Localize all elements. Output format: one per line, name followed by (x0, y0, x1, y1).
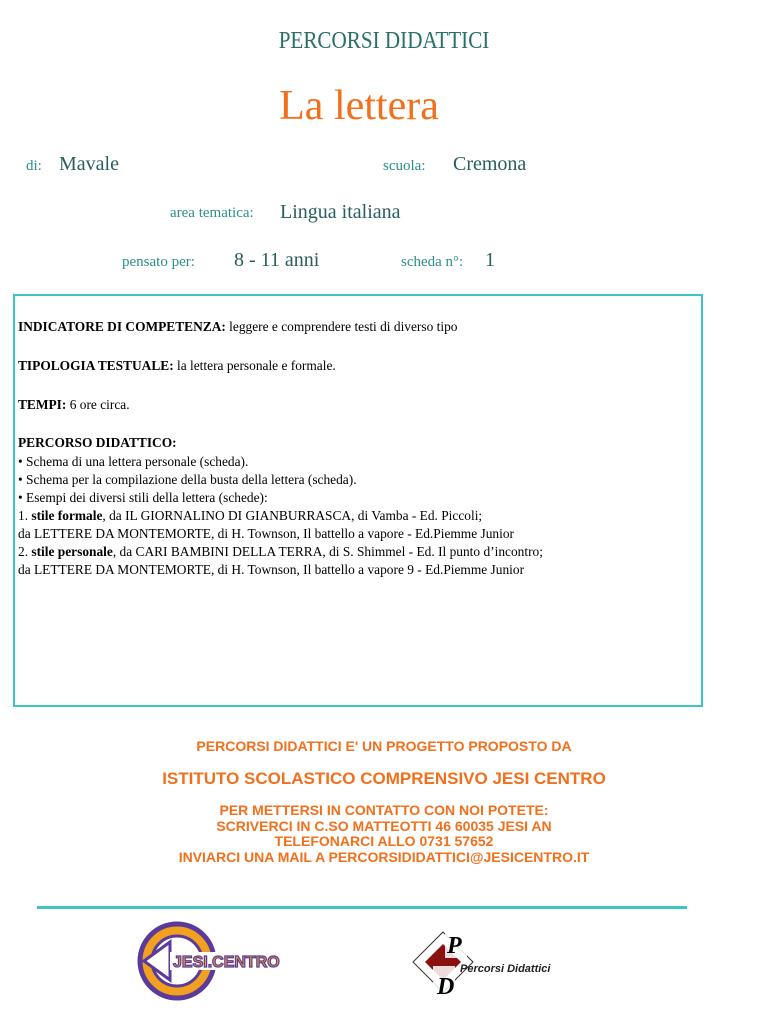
tempi-label: TEMPI: (18, 397, 67, 412)
author-value: Mavale (59, 153, 119, 175)
footer-project-line: PERCORSI DIDATTICI E' UN PROGETTO PROPOSTO DA (196, 738, 572, 754)
jesi-centro-logo-icon (136, 920, 301, 1002)
jesi-centro-logo-text: JESI.CENTRO (173, 954, 280, 971)
sheet-value: 1 (485, 249, 495, 271)
tempi-text: 6 ore circa. (66, 397, 130, 412)
area-label: area tematica: (170, 205, 254, 221)
header-title: PERCORSI DIDATTICI (278, 28, 490, 54)
competenza-text: leggere e comprendere testi di diverso tipo (225, 319, 458, 334)
competenza-label: INDICATORE DI COMPETENZA: (18, 319, 226, 334)
footer-contact-block (0, 803, 768, 865)
tipologia-line (18, 357, 698, 375)
bullet-item: • Schema di una lettera personale (scheda). (18, 454, 249, 469)
info-box (13, 294, 703, 707)
footer-school-line: ISTITUTO SCOLASTICO COMPRENSIVO JESI CENTRO (162, 769, 606, 788)
pd-logo-p: P (447, 933, 462, 959)
bullet-item: • Esempi dei diversi stili della lettera (schede): (18, 490, 268, 505)
tipologia-text: la lettera personale e formale. (173, 358, 336, 373)
example-item-1-line2: da LETTERE DA MONTEMORTE, di H. Townson, Il battello a vapore - Ed.Piemme Junior (18, 526, 514, 541)
footer-email-line: INVIARCI UNA MAIL A PERCORSIDIDATTICI@JESICENTRO.IT (178, 848, 590, 865)
footer-divider (37, 906, 687, 909)
percorsi-didattici-logo-icon (405, 922, 590, 1004)
competenza-line (18, 318, 698, 336)
footer-address-line: SCRIVERCI IN C.SO MATTEOTTI 46 60035 JESI AN (216, 817, 552, 834)
example-item-1: 1. stile formale, da IL GIORNALINO DI GIANBURRASCA, di Vamba - Ed. Piccoli; (18, 508, 483, 523)
jesi-centro-logo (136, 920, 301, 1002)
percorso-label: PERCORSO DIDATTICO: (18, 435, 177, 450)
tempi-line (18, 396, 698, 414)
age-value: 8 - 11 anni (234, 249, 320, 271)
age-label: pensato per: (122, 254, 195, 270)
tipologia-label: TIPOLOGIA TESTUALE: (18, 358, 174, 373)
pd-logo-text: Percorsi Didattici (460, 963, 551, 975)
example-item-2-line2: da LETTERE DA MONTEMORTE, di H. Townson, Il battello a vapore 9 - Ed.Piemme Junior (18, 562, 525, 577)
percorsi-didattici-logo (405, 922, 590, 1004)
bullet-item: • Schema per la compilazione della busta della lettera (scheda). (18, 472, 357, 487)
document-title: La lettera (279, 83, 439, 129)
sheet-label: scheda n°: (401, 254, 464, 270)
pd-logo-d: D (437, 974, 455, 1000)
footer-contact-line: PER METTERSI IN CONTATTO CON NOI POTETE: (219, 802, 549, 818)
example-item-2: 2. stile personale, da CARI BAMBINI DELLA TERRA, di S. Shimmel - Ed. Il punto d’incontro; (18, 544, 543, 559)
area-value: Lingua italiana (280, 201, 401, 223)
author-label: di: (26, 158, 42, 174)
school-label: scuola: (383, 158, 426, 174)
footer-phone-line: TELEFONARCI ALLO 0731 57652 (274, 833, 494, 849)
school-value: Cremona (453, 153, 527, 175)
